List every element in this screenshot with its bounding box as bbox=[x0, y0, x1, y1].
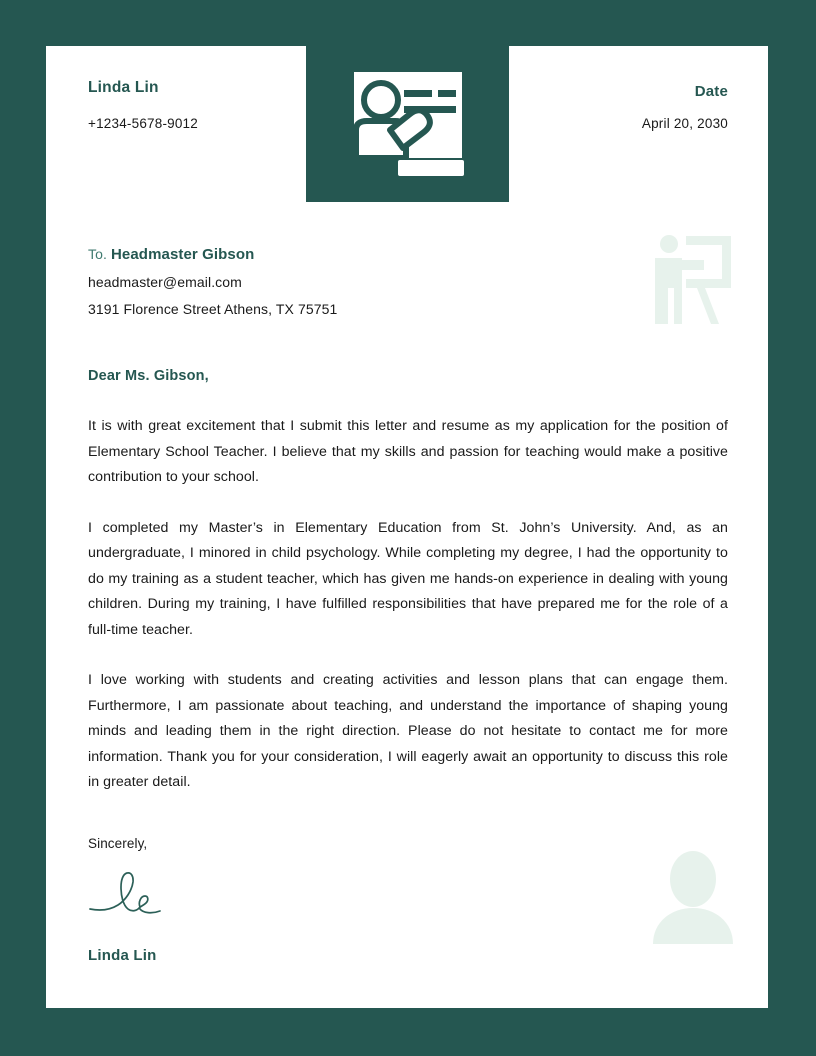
closing-name: Linda Lin bbox=[88, 947, 157, 964]
sender-name: Linda Lin bbox=[88, 79, 159, 96]
closing-word: Sincerely, bbox=[88, 836, 148, 851]
recipient-block bbox=[88, 246, 508, 317]
letter-body bbox=[88, 414, 728, 796]
letter-header bbox=[46, 46, 768, 202]
date-block bbox=[508, 84, 728, 131]
recipient-email: headmaster@email.com bbox=[88, 274, 242, 291]
to-prefix: To. bbox=[88, 246, 107, 262]
teacher-easel-icon bbox=[653, 232, 733, 324]
sender-block bbox=[88, 79, 308, 132]
recipient-address: 3191 Florence Street Athens, TX 75751 bbox=[88, 301, 338, 318]
body-paragraph: I completed my Master’s in Elementary Education from St. John’s University. And, as an undergraduate, I minored in child psychology. While completing my degree, I had the opportunity to do my training as a student teacher, which has given me hands-on experience in dealing with young children. During my training, I have fulfilled responsibilities that have prepared me for the role of a full-time teacher. bbox=[88, 519, 728, 638]
sender-phone: +1234-5678-9012 bbox=[88, 116, 198, 132]
body-paragraph: I love working with students and creating activities and lesson plans that can engage them. Furthermore, I am passionate about teaching, and understand the importance of shaping young minds and leading them in the right direction. Please do not hesitate to contact me for more information. Thank you for your consideration, I will eagerly await an opportunity to discuss this role in greater detail. bbox=[88, 672, 728, 790]
teacher-presentation-icon bbox=[346, 68, 470, 180]
date-label: Date bbox=[694, 83, 728, 100]
avatar-person-icon bbox=[651, 846, 735, 944]
body-paragraph: It is with great excitement that I submit this letter and resume as my application for the position of Elementary School Teacher. I believe that my skills and passion for teaching would make a positive contribution to your school. bbox=[88, 418, 728, 485]
recipient-name-line bbox=[88, 246, 508, 263]
closing-block bbox=[88, 836, 388, 964]
salutation: Dear Ms. Gibson, bbox=[88, 368, 209, 384]
handwritten-signature bbox=[88, 869, 180, 923]
letter-card bbox=[46, 46, 768, 1008]
recipient-name: Headmaster Gibson bbox=[110, 246, 255, 263]
date-value: April 20, 2030 bbox=[641, 115, 728, 131]
logo-badge bbox=[306, 46, 509, 202]
